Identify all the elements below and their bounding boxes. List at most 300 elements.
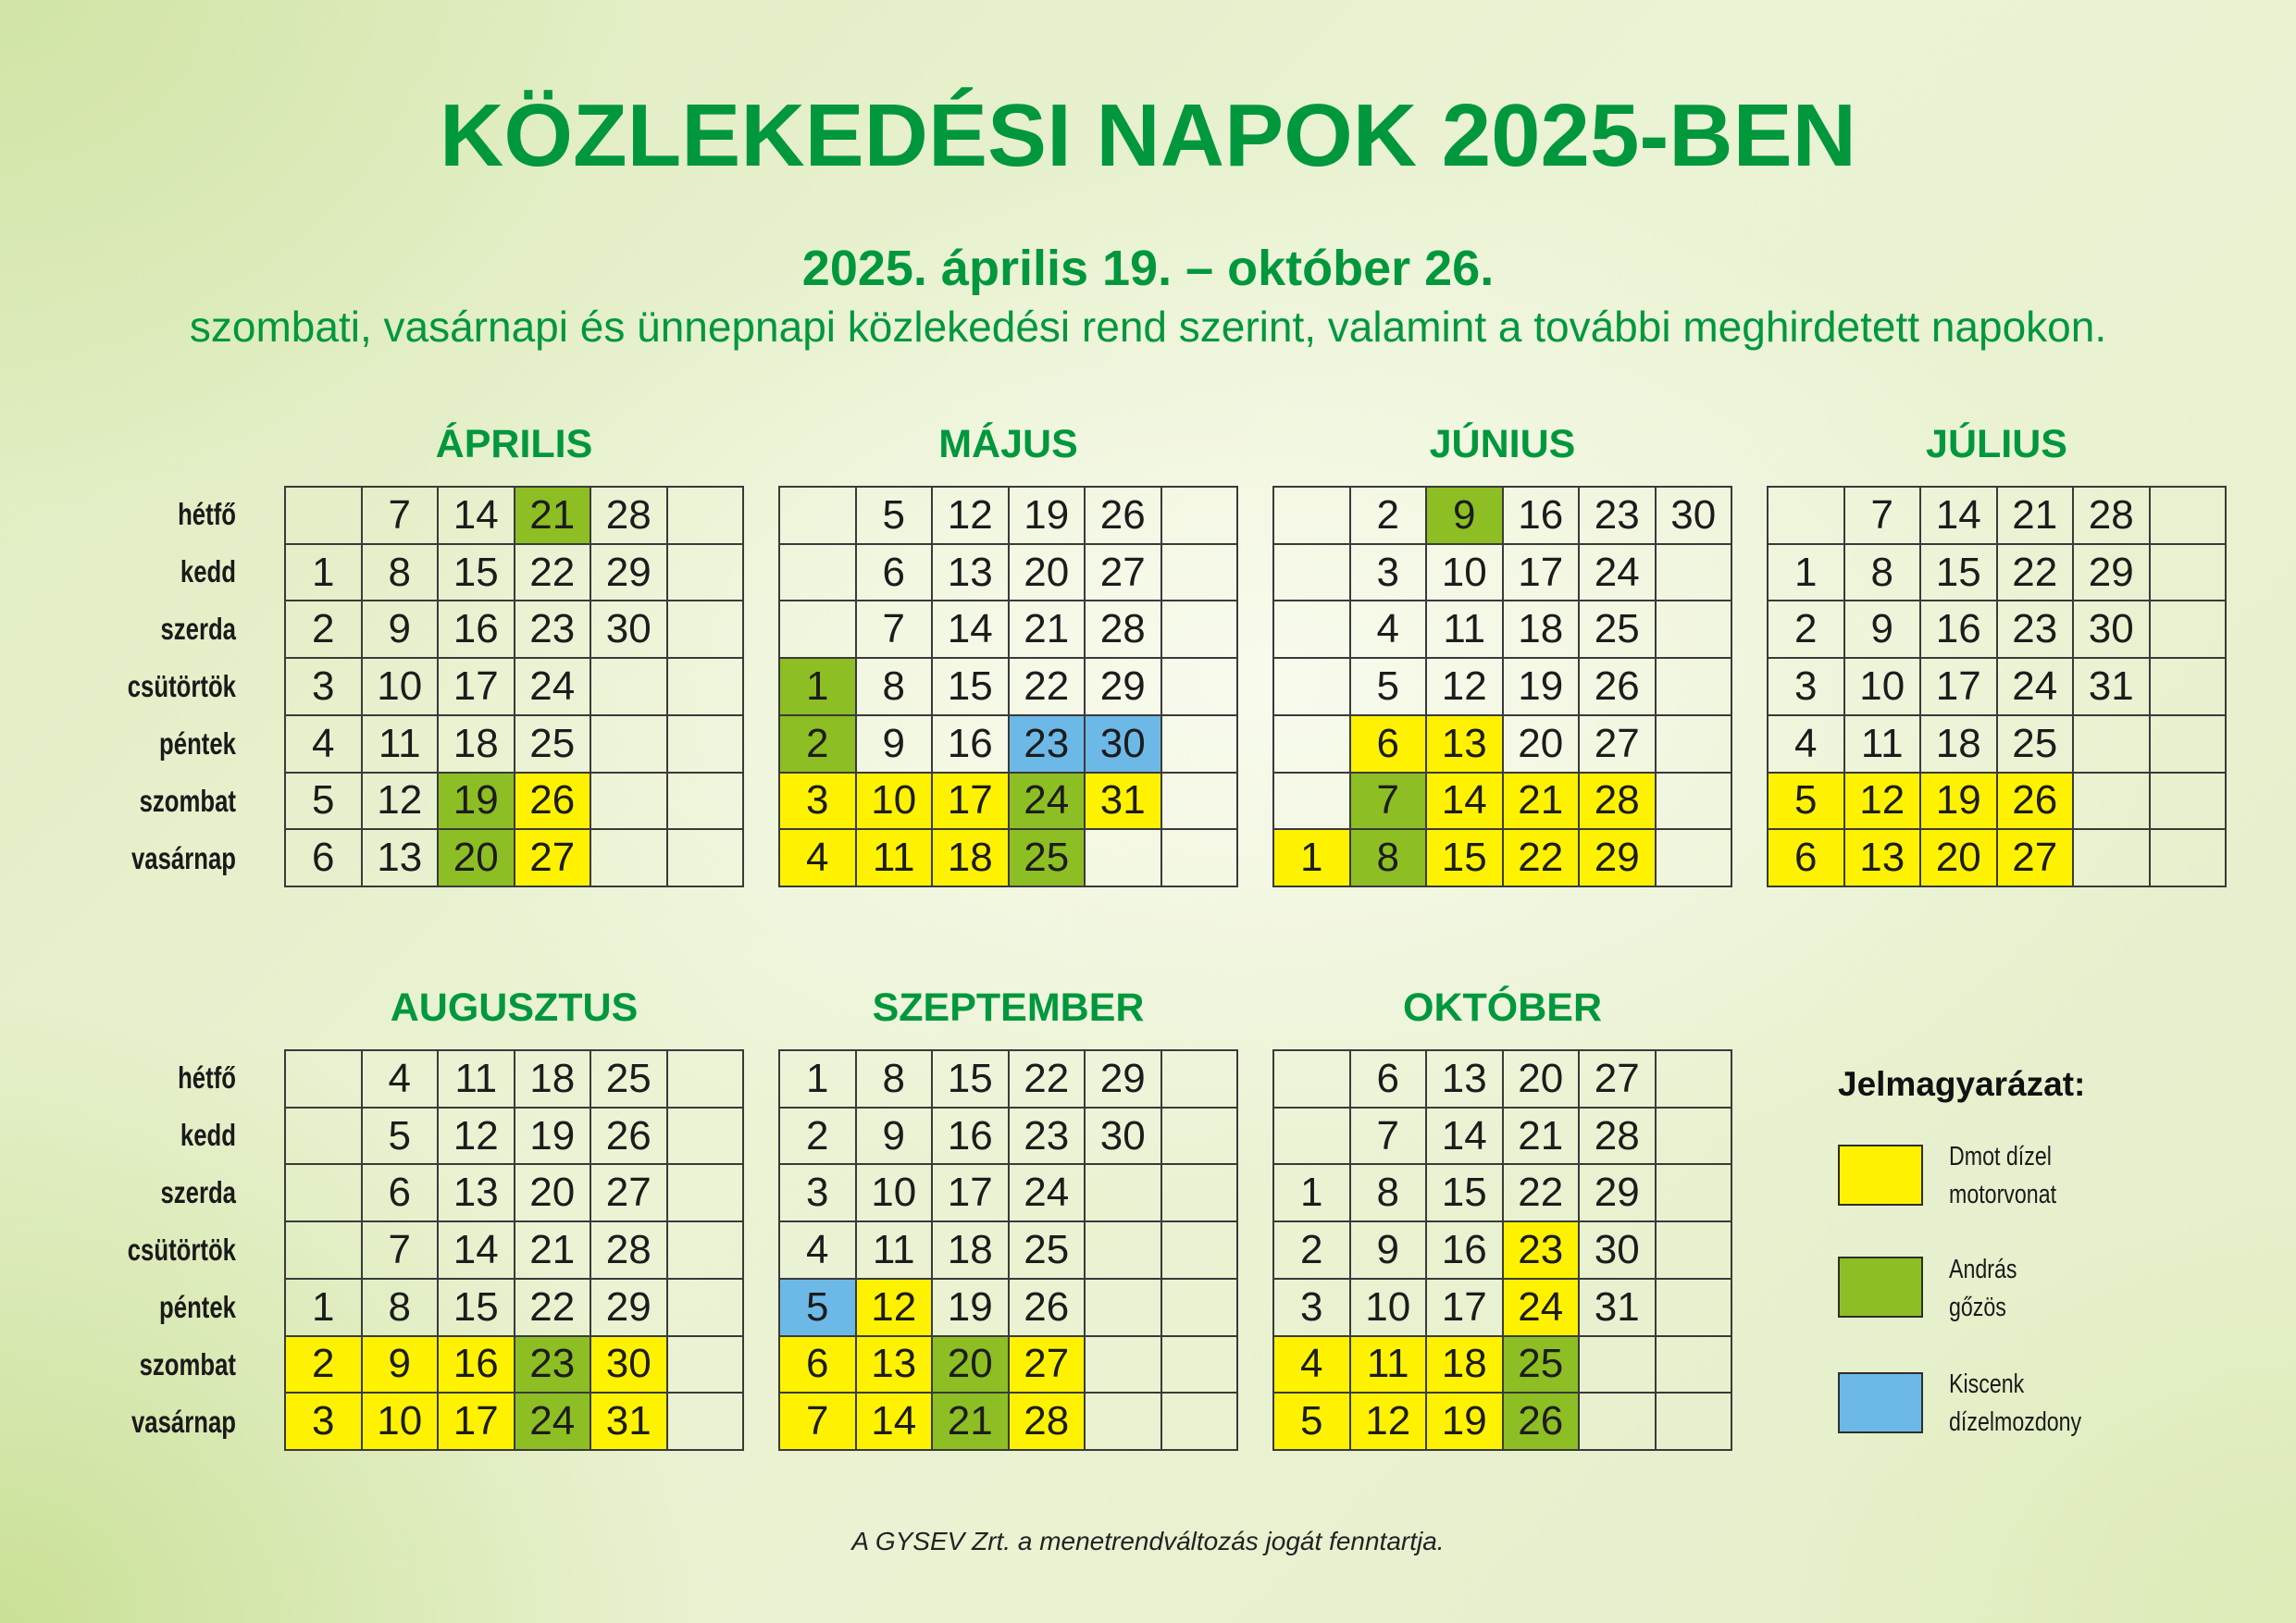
day-cell: 24 xyxy=(1010,1165,1086,1222)
day-cell: 11 xyxy=(857,1222,934,1280)
day-cell: 12 xyxy=(1845,774,1922,831)
month-grid xyxy=(284,486,744,887)
month-october xyxy=(1272,985,1732,1451)
day-cell: 29 xyxy=(1580,1165,1657,1222)
day-cell: 28 xyxy=(591,488,668,545)
empty-cell xyxy=(1657,716,1733,774)
day-cell: 12 xyxy=(1351,1394,1428,1451)
weekday-label: péntek xyxy=(159,726,236,761)
empty-cell xyxy=(1162,716,1239,774)
weekday-label: hétfő xyxy=(178,1060,236,1095)
empty-cell xyxy=(668,659,745,716)
day-cell: 4 xyxy=(286,716,363,774)
day-cell: 2 xyxy=(286,1337,363,1394)
day-cell: 23 xyxy=(1580,488,1657,545)
day-cell: 21 xyxy=(1998,488,2075,545)
empty-cell xyxy=(1162,488,1239,545)
day-cell: 23 xyxy=(515,1337,592,1394)
day-cell: 9 xyxy=(1845,601,1922,659)
day-cell: 21 xyxy=(933,1394,1010,1451)
day-cell: 14 xyxy=(933,601,1010,659)
day-cell: 21 xyxy=(1010,601,1086,659)
disclaimer-footer: A GYSEV Zrt. a menetrendváltozás jogát fenntartja. xyxy=(851,1527,1445,1555)
empty-cell xyxy=(1162,774,1239,831)
day-cell: 3 xyxy=(286,1394,363,1451)
empty-cell xyxy=(1274,716,1351,774)
day-cell: 14 xyxy=(1921,488,1998,545)
day-cell: 2 xyxy=(1274,1222,1351,1280)
empty-cell xyxy=(1274,488,1351,545)
day-cell: 22 xyxy=(1998,545,2075,602)
day-cell: 31 xyxy=(1086,774,1162,831)
day-cell: 2 xyxy=(1769,601,1845,659)
day-cell: 27 xyxy=(1580,716,1657,774)
empty-cell xyxy=(1162,1165,1239,1222)
empty-cell xyxy=(668,1394,745,1451)
day-cell: 16 xyxy=(933,1109,1010,1166)
empty-cell xyxy=(1274,1109,1351,1166)
weekday-label: péntek xyxy=(159,1290,236,1324)
empty-cell xyxy=(1580,1337,1657,1394)
day-cell: 22 xyxy=(1504,830,1581,887)
legend-swatch-dmot xyxy=(1838,1145,1923,1206)
empty-cell xyxy=(780,601,857,659)
day-cell: 7 xyxy=(1351,774,1428,831)
day-cell: 27 xyxy=(1010,1337,1086,1394)
day-cell: 8 xyxy=(1351,830,1428,887)
empty-cell xyxy=(286,488,363,545)
legend-swatch-andras xyxy=(1838,1257,1923,1318)
day-cell: 31 xyxy=(2074,659,2151,716)
legend-label-andras xyxy=(1949,1251,2017,1327)
day-cell: 6 xyxy=(857,545,934,602)
day-cell: 24 xyxy=(515,659,592,716)
day-cell: 16 xyxy=(1427,1222,1504,1280)
weekday-label: csütörtök xyxy=(127,1233,236,1267)
day-cell: 19 xyxy=(1010,488,1086,545)
day-cell: 30 xyxy=(1580,1222,1657,1280)
legend-label-line: Dmot dízel xyxy=(1949,1142,2052,1171)
day-cell: 13 xyxy=(1427,716,1504,774)
day-cell: 22 xyxy=(1504,1165,1581,1222)
day-cell: 4 xyxy=(1351,601,1428,659)
day-cell: 30 xyxy=(1086,1109,1162,1166)
day-cell: 3 xyxy=(286,659,363,716)
day-cell: 7 xyxy=(1351,1109,1428,1166)
empty-cell xyxy=(1274,1051,1351,1109)
day-cell: 28 xyxy=(2074,488,2151,545)
day-cell: 23 xyxy=(1010,1109,1086,1166)
day-cell: 1 xyxy=(780,659,857,716)
day-cell: 5 xyxy=(1769,774,1845,831)
empty-cell xyxy=(2151,601,2228,659)
day-cell: 8 xyxy=(857,659,934,716)
day-cell: 3 xyxy=(780,774,857,831)
legend-title: Jelmagyarázat: xyxy=(1838,1065,2086,1103)
day-cell: 20 xyxy=(1504,1051,1581,1109)
day-cell: 27 xyxy=(591,1165,668,1222)
empty-cell xyxy=(591,659,668,716)
weekday-label: szombat xyxy=(139,1347,236,1381)
day-cell: 13 xyxy=(933,545,1010,602)
legend-label-dmot xyxy=(1949,1138,2056,1214)
day-cell: 29 xyxy=(591,545,668,602)
empty-cell xyxy=(1657,1051,1733,1109)
day-cell: 1 xyxy=(1769,545,1845,602)
day-cell: 1 xyxy=(286,545,363,602)
day-cell: 9 xyxy=(857,716,934,774)
empty-cell xyxy=(1657,1109,1733,1166)
day-cell: 16 xyxy=(933,716,1010,774)
day-cell: 10 xyxy=(1351,1280,1428,1337)
day-cell: 27 xyxy=(515,830,592,887)
empty-cell xyxy=(1657,601,1733,659)
weekday-labels xyxy=(0,486,236,887)
day-cell: 30 xyxy=(1657,488,1733,545)
weekday-label: kedd xyxy=(180,554,236,588)
weekday-label: szombat xyxy=(139,784,236,818)
day-cell: 26 xyxy=(1086,488,1162,545)
weekday-label: csütörtök xyxy=(127,669,236,703)
day-cell: 1 xyxy=(286,1280,363,1337)
day-cell: 6 xyxy=(286,830,363,887)
day-cell: 29 xyxy=(1086,1051,1162,1109)
day-cell: 13 xyxy=(857,1337,934,1394)
empty-cell xyxy=(591,716,668,774)
day-cell: 11 xyxy=(363,716,440,774)
day-cell: 15 xyxy=(933,1051,1010,1109)
day-cell: 2 xyxy=(1351,488,1428,545)
weekday-label: vasárnap xyxy=(130,841,236,875)
day-cell: 16 xyxy=(439,1337,515,1394)
day-cell: 5 xyxy=(1351,659,1428,716)
day-cell: 3 xyxy=(1351,545,1428,602)
empty-cell xyxy=(668,1165,745,1222)
day-cell: 1 xyxy=(780,1051,857,1109)
empty-cell xyxy=(2151,659,2228,716)
empty-cell xyxy=(1086,1394,1162,1451)
day-cell: 22 xyxy=(1010,1051,1086,1109)
day-cell: 9 xyxy=(857,1109,934,1166)
day-cell: 25 xyxy=(1010,830,1086,887)
day-cell: 17 xyxy=(1504,545,1581,602)
day-cell: 17 xyxy=(933,1165,1010,1222)
day-cell: 9 xyxy=(1427,488,1504,545)
empty-cell xyxy=(2074,774,2151,831)
day-cell: 31 xyxy=(591,1394,668,1451)
empty-cell xyxy=(2074,716,2151,774)
empty-cell xyxy=(1657,1394,1733,1451)
day-cell: 19 xyxy=(933,1280,1010,1337)
empty-cell xyxy=(1274,774,1351,831)
day-cell: 30 xyxy=(1086,716,1162,774)
day-cell: 30 xyxy=(591,1337,668,1394)
day-cell: 10 xyxy=(363,1394,440,1451)
day-cell: 12 xyxy=(933,488,1010,545)
day-cell: 22 xyxy=(515,545,592,602)
day-cell: 12 xyxy=(363,774,440,831)
day-cell: 27 xyxy=(1998,830,2075,887)
day-cell: 7 xyxy=(363,1222,440,1280)
empty-cell xyxy=(1162,1394,1239,1451)
day-cell: 19 xyxy=(1427,1394,1504,1451)
day-cell: 13 xyxy=(1427,1051,1504,1109)
day-cell: 24 xyxy=(1010,774,1086,831)
day-cell: 26 xyxy=(1580,659,1657,716)
month-grid xyxy=(778,486,1238,887)
day-cell: 15 xyxy=(933,659,1010,716)
empty-cell xyxy=(2151,830,2228,887)
empty-cell xyxy=(780,545,857,602)
empty-cell xyxy=(1162,545,1239,602)
day-cell: 18 xyxy=(1921,716,1998,774)
day-cell: 20 xyxy=(1504,716,1581,774)
empty-cell xyxy=(1657,1280,1733,1337)
month-title: MÁJUS xyxy=(938,422,1078,466)
day-cell: 15 xyxy=(1427,830,1504,887)
day-cell: 21 xyxy=(515,488,592,545)
empty-cell xyxy=(1162,601,1239,659)
day-cell: 12 xyxy=(857,1280,934,1337)
day-cell: 7 xyxy=(857,601,934,659)
day-cell: 18 xyxy=(1427,1337,1504,1394)
empty-cell xyxy=(286,1165,363,1222)
day-cell: 29 xyxy=(1580,830,1657,887)
empty-cell xyxy=(668,545,745,602)
day-cell: 9 xyxy=(363,1337,440,1394)
day-cell: 10 xyxy=(1427,545,1504,602)
legend-label-line: motorvonat xyxy=(1949,1180,2057,1209)
day-cell: 28 xyxy=(1580,1109,1657,1166)
month-grid xyxy=(1272,1049,1732,1451)
empty-cell xyxy=(1274,545,1351,602)
day-cell: 14 xyxy=(439,1222,515,1280)
month-title: JÚLIUS xyxy=(1926,422,2067,466)
day-cell: 6 xyxy=(1769,830,1845,887)
empty-cell xyxy=(2151,545,2228,602)
day-cell: 9 xyxy=(363,601,440,659)
day-cell: 13 xyxy=(363,830,440,887)
description: szombati, vasárnapi és ünnepnapi közlekedési rend szerint, valamint a további meghirdetett napokon. xyxy=(189,303,2107,351)
day-cell: 7 xyxy=(780,1394,857,1451)
day-cell: 2 xyxy=(780,716,857,774)
day-cell: 8 xyxy=(1845,545,1922,602)
day-cell: 22 xyxy=(1010,659,1086,716)
weekday-label: szerda xyxy=(160,1175,236,1209)
day-cell: 18 xyxy=(439,716,515,774)
day-cell: 29 xyxy=(1086,659,1162,716)
empty-cell xyxy=(668,601,745,659)
empty-cell xyxy=(1657,1337,1733,1394)
day-cell: 6 xyxy=(1351,1051,1428,1109)
day-cell: 17 xyxy=(439,659,515,716)
day-cell: 4 xyxy=(1274,1337,1351,1394)
day-cell: 11 xyxy=(857,830,934,887)
day-cell: 11 xyxy=(1427,601,1504,659)
day-cell: 24 xyxy=(1998,659,2075,716)
empty-cell xyxy=(1086,1222,1162,1280)
day-cell: 8 xyxy=(857,1051,934,1109)
day-cell: 27 xyxy=(1086,545,1162,602)
legend-swatch-kiscenk xyxy=(1838,1372,1923,1433)
day-cell: 3 xyxy=(780,1165,857,1222)
day-cell: 15 xyxy=(439,1280,515,1337)
day-cell: 26 xyxy=(1010,1280,1086,1337)
month-april xyxy=(284,422,744,887)
empty-cell xyxy=(1162,1222,1239,1280)
month-grid xyxy=(1767,486,2227,887)
day-cell: 3 xyxy=(1274,1280,1351,1337)
empty-cell xyxy=(668,488,745,545)
month-title: ÁPRILIS xyxy=(435,422,593,466)
month-title: OKTÓBER xyxy=(1403,985,1602,1030)
legend-label-line: gőzös xyxy=(1949,1293,2006,1322)
empty-cell xyxy=(1657,774,1733,831)
day-cell: 28 xyxy=(1086,601,1162,659)
day-cell: 14 xyxy=(439,488,515,545)
day-cell: 4 xyxy=(1769,716,1845,774)
day-cell: 8 xyxy=(363,545,440,602)
empty-cell xyxy=(1162,1280,1239,1337)
day-cell: 17 xyxy=(1921,659,1998,716)
day-cell: 14 xyxy=(857,1394,934,1451)
day-cell: 5 xyxy=(363,1109,440,1166)
day-cell: 5 xyxy=(780,1280,857,1337)
month-title: JÚNIUS xyxy=(1429,422,1576,466)
empty-cell xyxy=(591,830,668,887)
day-cell: 19 xyxy=(439,774,515,831)
day-cell: 23 xyxy=(515,601,592,659)
day-cell: 20 xyxy=(1010,545,1086,602)
day-cell: 18 xyxy=(515,1051,592,1109)
empty-cell xyxy=(668,1109,745,1166)
day-cell: 25 xyxy=(1504,1337,1581,1394)
day-cell: 23 xyxy=(1998,601,2075,659)
month-grid xyxy=(284,1049,744,1451)
month-july xyxy=(1767,422,2227,887)
day-cell: 29 xyxy=(591,1280,668,1337)
day-cell: 3 xyxy=(1769,659,1845,716)
empty-cell xyxy=(1162,659,1239,716)
day-cell: 10 xyxy=(857,774,934,831)
day-cell: 10 xyxy=(363,659,440,716)
day-cell: 6 xyxy=(780,1337,857,1394)
empty-cell xyxy=(1086,1337,1162,1394)
day-cell: 14 xyxy=(1427,1109,1504,1166)
day-cell: 25 xyxy=(1580,601,1657,659)
day-cell: 28 xyxy=(591,1222,668,1280)
day-cell: 10 xyxy=(857,1165,934,1222)
empty-cell xyxy=(1162,830,1239,887)
day-cell: 10 xyxy=(1845,659,1922,716)
legend-label-line: András xyxy=(1949,1255,2017,1284)
date-range: 2025. április 19. – október 26. xyxy=(801,241,1495,296)
day-cell: 12 xyxy=(439,1109,515,1166)
empty-cell xyxy=(1657,659,1733,716)
day-cell: 18 xyxy=(1504,601,1581,659)
day-cell: 30 xyxy=(2074,601,2151,659)
day-cell: 2 xyxy=(780,1109,857,1166)
day-cell: 28 xyxy=(1580,774,1657,831)
day-cell: 17 xyxy=(439,1394,515,1451)
day-cell: 21 xyxy=(515,1222,592,1280)
weekday-label: szerda xyxy=(160,612,236,646)
day-cell: 18 xyxy=(933,830,1010,887)
empty-cell xyxy=(668,1222,745,1280)
day-cell: 20 xyxy=(515,1165,592,1222)
day-cell: 24 xyxy=(1504,1280,1581,1337)
empty-cell xyxy=(2151,774,2228,831)
legend-label-line: Kiscenk xyxy=(1949,1369,2025,1399)
day-cell: 29 xyxy=(2074,545,2151,602)
empty-cell xyxy=(286,1222,363,1280)
day-cell: 25 xyxy=(1010,1222,1086,1280)
day-cell: 26 xyxy=(1504,1394,1581,1451)
weekday-label: vasárnap xyxy=(130,1405,236,1439)
day-cell: 16 xyxy=(1921,601,1998,659)
day-cell: 11 xyxy=(1845,716,1922,774)
day-cell: 26 xyxy=(591,1109,668,1166)
day-cell: 19 xyxy=(1921,774,1998,831)
day-cell: 31 xyxy=(1580,1280,1657,1337)
empty-cell xyxy=(1274,601,1351,659)
day-cell: 8 xyxy=(1351,1165,1428,1222)
day-cell: 19 xyxy=(515,1109,592,1166)
day-cell: 23 xyxy=(1010,716,1086,774)
empty-cell xyxy=(668,1280,745,1337)
empty-cell xyxy=(1657,830,1733,887)
day-cell: 20 xyxy=(439,830,515,887)
day-cell: 4 xyxy=(780,830,857,887)
day-cell: 14 xyxy=(1427,774,1504,831)
empty-cell xyxy=(1657,1222,1733,1280)
day-cell: 23 xyxy=(1504,1222,1581,1280)
empty-cell xyxy=(1580,1394,1657,1451)
weekday-label: hétfő xyxy=(178,497,236,531)
day-cell: 5 xyxy=(286,774,363,831)
day-cell: 30 xyxy=(591,601,668,659)
empty-cell xyxy=(668,1051,745,1109)
month-may xyxy=(778,422,1238,887)
empty-cell xyxy=(2151,716,2228,774)
empty-cell xyxy=(2151,488,2228,545)
day-cell: 28 xyxy=(1010,1394,1086,1451)
weekday-label: kedd xyxy=(180,1118,236,1152)
day-cell: 22 xyxy=(515,1280,592,1337)
day-cell: 13 xyxy=(1845,830,1922,887)
day-cell: 15 xyxy=(1427,1165,1504,1222)
empty-cell xyxy=(1274,659,1351,716)
day-cell: 19 xyxy=(1504,659,1581,716)
day-cell: 15 xyxy=(439,545,515,602)
day-cell: 26 xyxy=(515,774,592,831)
day-cell: 16 xyxy=(1504,488,1581,545)
day-cell: 12 xyxy=(1427,659,1504,716)
day-cell: 13 xyxy=(439,1165,515,1222)
day-cell: 24 xyxy=(515,1394,592,1451)
day-cell: 4 xyxy=(363,1051,440,1109)
day-cell: 18 xyxy=(933,1222,1010,1280)
day-cell: 24 xyxy=(1580,545,1657,602)
day-cell: 5 xyxy=(1274,1394,1351,1451)
day-cell: 20 xyxy=(933,1337,1010,1394)
day-cell: 7 xyxy=(363,488,440,545)
day-cell: 6 xyxy=(363,1165,440,1222)
empty-cell xyxy=(1162,1337,1239,1394)
empty-cell xyxy=(1162,1051,1239,1109)
day-cell: 27 xyxy=(1580,1051,1657,1109)
empty-cell xyxy=(1162,1109,1239,1166)
